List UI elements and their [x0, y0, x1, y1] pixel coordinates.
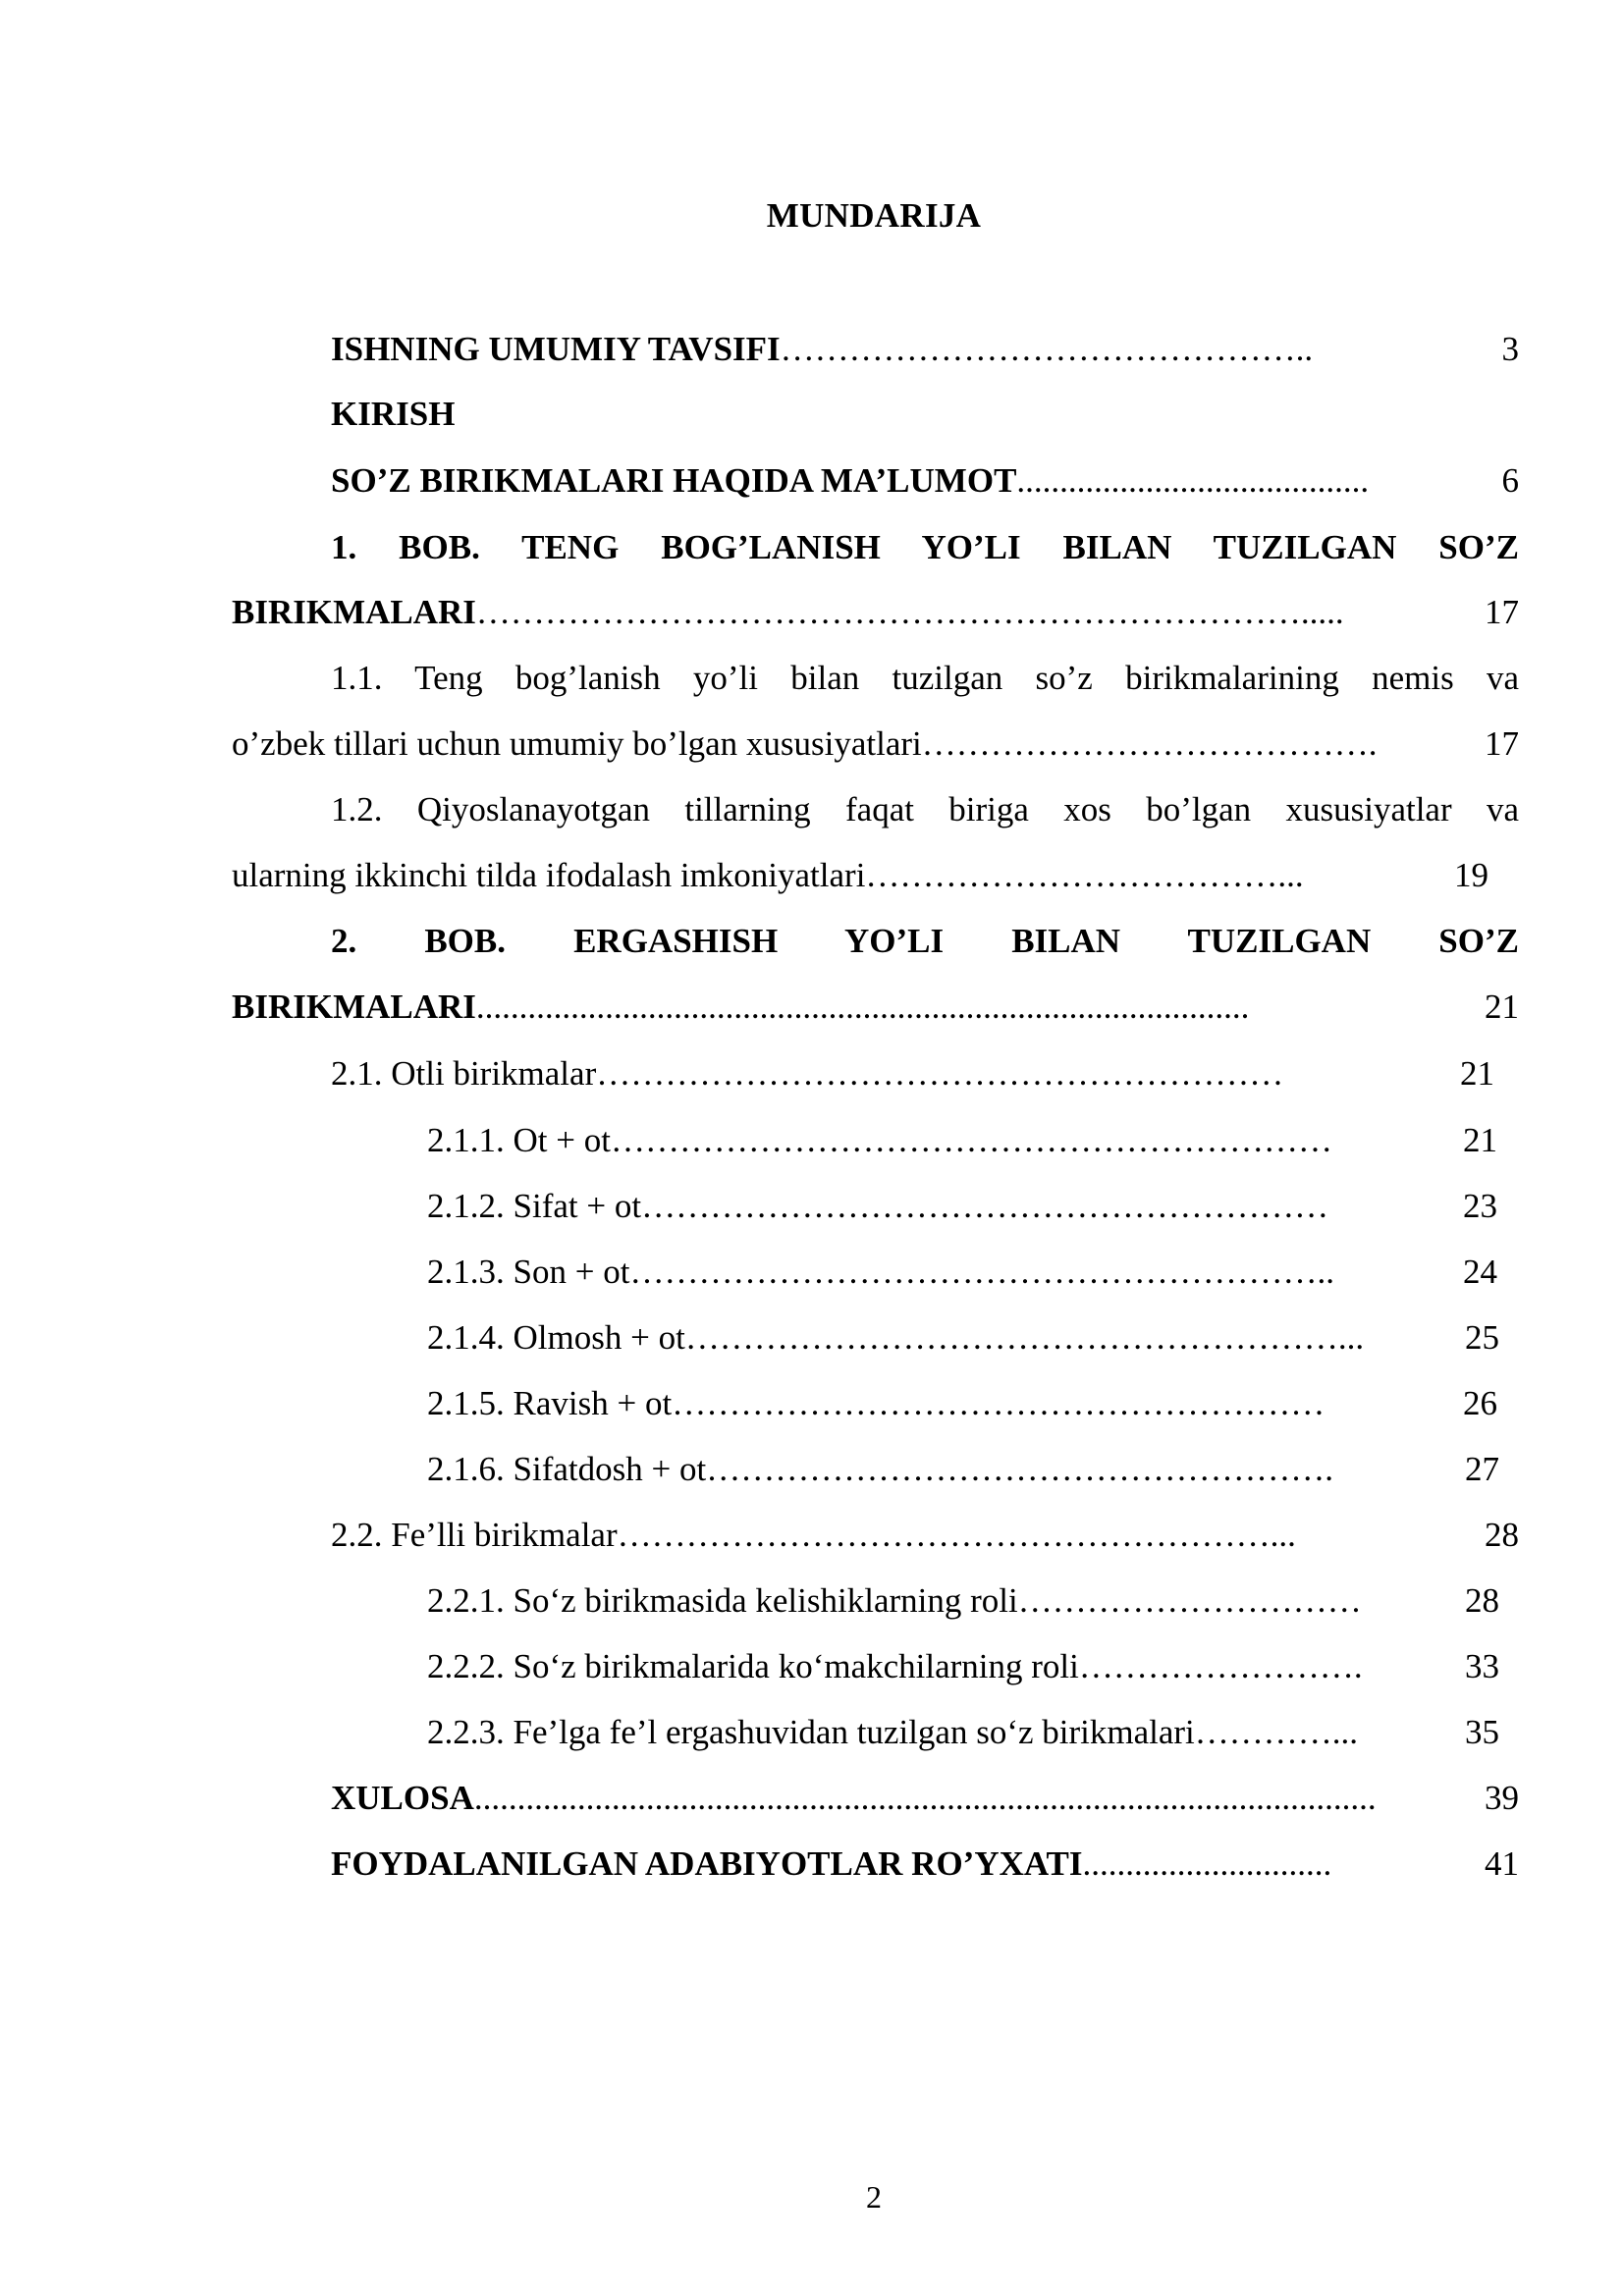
page-number: 2	[866, 2179, 882, 2215]
toc-entry	[427, 1117, 1497, 1164]
toc-entry-line2	[232, 984, 1519, 1031]
toc-entry-text: 2.2. Fe’lli birikmalar	[331, 1516, 618, 1554]
toc-entry-text: BIRIKMALARI	[232, 988, 476, 1026]
toc-leader-dots: …………………………………………………...	[684, 1318, 1365, 1357]
toc-entry	[331, 391, 1519, 438]
toc-entry	[331, 1841, 1519, 1888]
toc-leader-dots: …………………………	[1017, 1581, 1362, 1620]
toc-leader-dots: ……………………………………………………	[641, 1187, 1329, 1225]
toc-entry	[331, 1775, 1519, 1822]
toc-page-number: 19	[1454, 856, 1488, 894]
toc-leader-dots: ………………………………………………………	[610, 1121, 1332, 1159]
toc-entry-text: SO’Z BIRIKMALARI HAQIDA MA’LUMOT	[331, 461, 1017, 500]
toc-leader-dots: ……………………………………………………	[596, 1054, 1284, 1093]
toc-entry-line1: 2. BOB. ERGASHISH YO’LI BILAN TUZILGAN SO’Z	[331, 922, 1519, 960]
toc-leader-dots: …………………….	[1078, 1647, 1363, 1685]
toc-entry	[331, 1050, 1494, 1097]
toc-entry-text: 2.1.1. Ot + ot	[427, 1121, 611, 1159]
toc-entry	[427, 1183, 1497, 1230]
toc-leader-dots: ……………………………………………………………….....	[475, 593, 1344, 631]
toc-entry	[427, 1577, 1499, 1625]
toc-page-number: 25	[1465, 1318, 1499, 1357]
toc-entry	[427, 1643, 1499, 1690]
toc-entry-text: ularning ikkinchi tilda ifodalash imkoniyatlari	[232, 856, 866, 894]
toc-entry-text: 2.1. Otli birikmalar	[331, 1054, 597, 1093]
toc-entry-line2	[232, 721, 1519, 768]
toc-entry-text: 2.2.1. So‘z birikmasida kelishiklarning roli	[427, 1581, 1018, 1620]
toc-entry-text: KIRISH	[331, 395, 456, 433]
toc-page-number: 21	[1463, 1121, 1497, 1159]
toc-leader-dots: .............................	[1082, 1844, 1332, 1883]
toc-entry	[427, 1249, 1497, 1296]
toc-page-number: 33	[1465, 1647, 1499, 1685]
toc-page-number: 35	[1465, 1713, 1499, 1751]
toc-page-number: 3	[1501, 330, 1519, 368]
toc-entry-text: 2.1.5. Ravish + ot	[427, 1384, 673, 1422]
toc-entry	[427, 1380, 1497, 1427]
toc-entry-text: 2.2.3. Fe’lga fe’l ergashuvidan tuzilgan so‘z birikmalari	[427, 1713, 1195, 1751]
toc-title: MUNDARIJA	[766, 196, 982, 235]
toc-entry	[427, 1709, 1499, 1756]
toc-leader-dots: …………...	[1194, 1713, 1359, 1751]
toc-page-number: 39	[1485, 1779, 1519, 1817]
toc-page-number: 6	[1501, 461, 1519, 500]
toc-entry-line1: 1.1. Teng bog’lanish yo’li bilan tuzilgan so’z birikmalarining nemis va	[331, 659, 1519, 697]
toc-entry-text: BIRIKMALARI	[232, 593, 476, 631]
toc-page-number: 21	[1460, 1054, 1494, 1093]
toc-leader-dots: ..........................................................................................	[475, 988, 1250, 1026]
toc-page-number: 17	[1485, 593, 1519, 631]
toc-entry-text: 2.1.4. Olmosh + ot	[427, 1318, 685, 1357]
toc-entry-line2	[232, 589, 1519, 636]
toc-leader-dots: .........................................................................................................	[473, 1779, 1377, 1817]
toc-leader-dots: ………………………………...	[865, 856, 1304, 894]
toc-entry-text: ISHNING UMUMIY TAVSIFI	[331, 330, 781, 368]
toc-entry-line1: 1. BOB. TENG BOG’LANISH YO’LI BILAN TUZILGAN SO’Z	[331, 528, 1519, 566]
toc-leader-dots: ……………………………………………………..	[629, 1253, 1334, 1291]
toc-leader-dots: …………………………………………………	[672, 1384, 1325, 1422]
toc-leader-dots: …………………………………………………...	[617, 1516, 1296, 1554]
toc-leader-dots: .........................................	[1016, 461, 1370, 500]
toc-page-number: 17	[1485, 724, 1519, 763]
toc-page-number: 26	[1463, 1384, 1497, 1422]
toc-entry-text: o’zbek tillari uchun umumiy bo’lgan xususiyatlari	[232, 724, 922, 763]
toc-page-number: 41	[1485, 1844, 1519, 1883]
toc-page-number: 28	[1465, 1581, 1499, 1620]
toc-page-number: 28	[1485, 1516, 1519, 1554]
toc-entry-text: FOYDALANILGAN ADABIYOTLAR RO’YXATI	[331, 1844, 1083, 1883]
toc-leader-dots: ………………………………………..	[780, 330, 1314, 368]
toc-leader-dots: ………………………………….	[921, 724, 1378, 763]
toc-entry-text: 2.1.3. Son + ot	[427, 1253, 630, 1291]
toc-page-number: 23	[1463, 1187, 1497, 1225]
toc-entry	[427, 1446, 1499, 1493]
toc-leader-dots: ……………………………………………….	[706, 1450, 1333, 1488]
toc-entry-text: 2.1.6. Sifatdosh + ot	[427, 1450, 707, 1488]
toc-page-number: 27	[1465, 1450, 1499, 1488]
toc-entry	[331, 326, 1519, 373]
toc-entry-text: 2.2.2. So‘z birikmalarida ko‘makchilarning roli	[427, 1647, 1079, 1685]
toc-entry	[331, 1512, 1519, 1559]
toc-entry-text: XULOSA	[331, 1779, 474, 1817]
toc-page-number: 21	[1485, 988, 1519, 1026]
toc-entry-line2	[232, 852, 1488, 899]
toc-entry	[427, 1314, 1499, 1362]
toc-entry-line1: 1.2. Qiyoslanayotgan tillarning faqat biriga xos bo’lgan xususiyatlar va	[331, 790, 1519, 828]
toc-page-number: 24	[1463, 1253, 1497, 1291]
toc-entry-text: 2.1.2. Sifat + ot	[427, 1187, 642, 1225]
toc-entry	[331, 457, 1519, 505]
